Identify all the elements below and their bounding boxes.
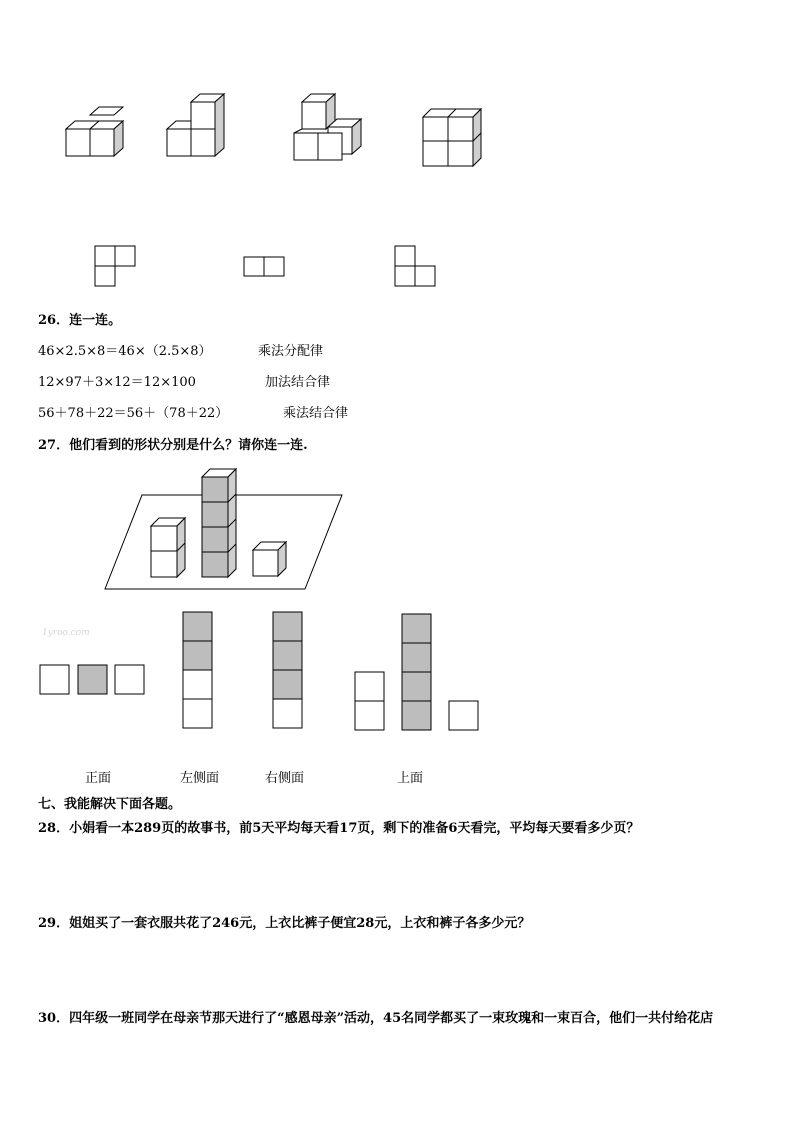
section7-title: 七、我能解决下面各题。 (38, 797, 182, 812)
q26-law-2: 加法结合律 (265, 375, 331, 390)
watermark: 1yroo.com (42, 628, 90, 638)
q26-title: 26．连一连。 (38, 313, 122, 328)
view-option-c (273, 612, 302, 728)
q26-equation-1: 46×2.5×8＝46×（2.5×8） (38, 344, 212, 359)
q27-title: 27．他们看到的形状分别是什么？请你连一连. (38, 438, 308, 453)
view-label-left: 左侧面 (180, 771, 220, 786)
q26-law-3: 乘法结合律 (283, 406, 349, 421)
stack-tall (202, 469, 236, 577)
q29-text: 29．姐姐买了一套衣服共花了246元，上衣比裤子便宜28元，上衣和裤子各多少元？ (38, 916, 531, 931)
single-cube (253, 542, 286, 576)
q26-law-1: 乘法分配律 (258, 344, 324, 359)
view-option-d (355, 614, 478, 730)
stack-left (151, 518, 185, 577)
view-option-b (183, 612, 212, 728)
q30-text: 30．四年级一班同学在母亲节那天进行了“感恩母亲”活动，45名同学都买了一束玫瑰和一束百合，他们一共付给花店 (38, 1011, 714, 1026)
view-option-a (40, 665, 144, 694)
view-label-top: 上面 (397, 771, 424, 786)
q28-text: 28．小娟看一本289页的故事书，前5天平均每天看17页，剩下的准备6天看完，平均每天要看多少页？ (38, 821, 640, 836)
view-label-front: 正面 (85, 771, 112, 786)
q26-equation-3: 56＋78＋22＝56＋（78＋22） (38, 406, 229, 421)
view-label-right: 右侧面 (265, 771, 305, 786)
q26-equation-2: 12×97＋3×12＝12×100 (38, 375, 196, 390)
